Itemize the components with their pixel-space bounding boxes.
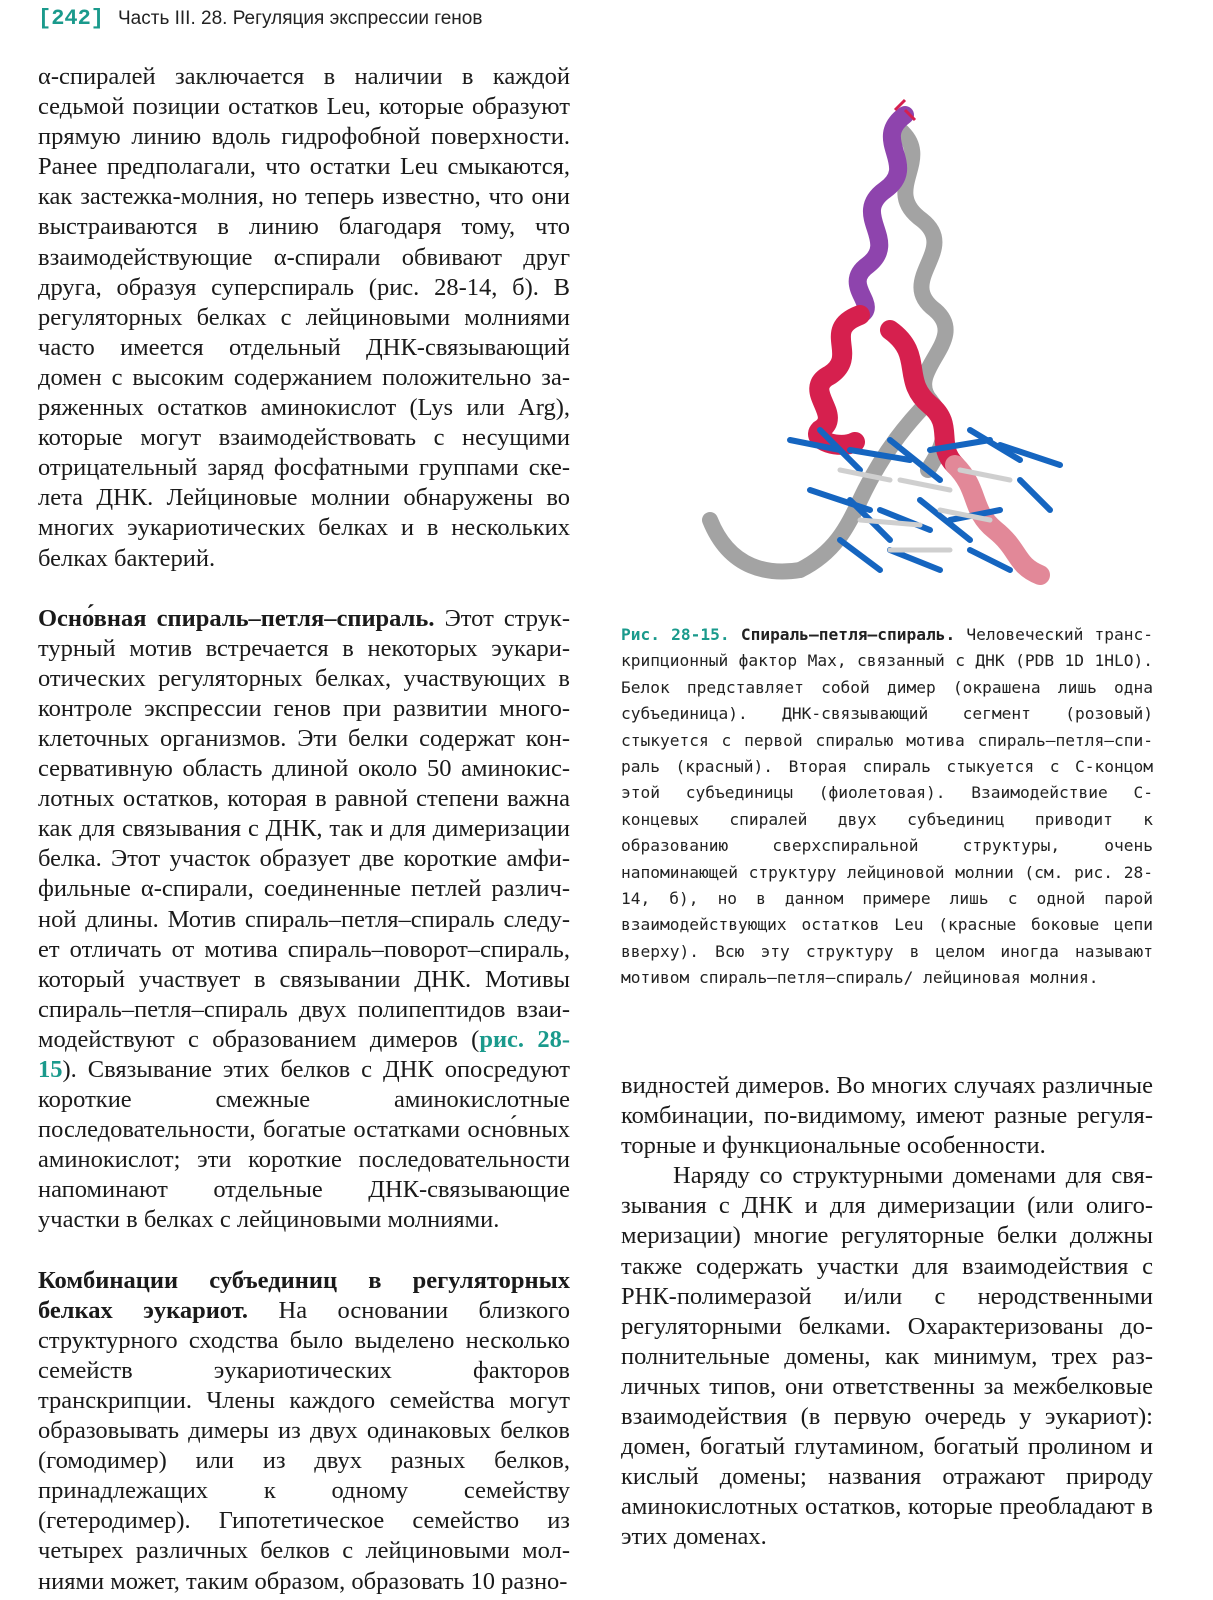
- hlh-body-end: ). Связывание этих белков с ДНК опосредуют короткие смежные аминокислотные последовательности, богатые остатками осно́вных аминокислот; эти короткие последовательности напоминают отдельные ДНК-связывающие участки в белках с лейциновыми молниями.: [38, 1056, 570, 1234]
- right-column: [621, 1071, 1153, 1553]
- section-heading-hlh: Осно́вная спираль–петля–спираль.: [38, 604, 435, 632]
- paragraph-dimer-variants: видностей димеров. Во многих случаях различные комбинации, по-видимому, имеют разные регуляторные и функциональные особенности.: [621, 1072, 1153, 1160]
- running-title: Часть III. 28. Регуляция экспрессии генов: [118, 8, 483, 29]
- figure-number: Рис. 28-15.: [621, 625, 730, 644]
- left-column: [38, 62, 570, 1597]
- figure-reference-link[interactable]: рис. 28-15: [38, 1025, 570, 1083]
- subunits-body: На основании близкого структурного сходства было выделено несколько семейств эукариотических факторов транскрипции. Члены каждого семейства могут образовывать димеры из двух одинаковых белков (гомодимер) или из двух разных белков, принадлежащих к одному семейству (гетеродимер). Гипотетическое семейство из четырех различных белков с лейциновыми молниями может, таким образом, образовать 10 разно-: [38, 1296, 570, 1595]
- paragraph-subunit-combinations: [38, 1266, 570, 1597]
- pink-dna-binding-segment: [955, 465, 1040, 575]
- hlh-body-start: Этот структурный мотив встречается в некоторых эукариотических регуляторных белках, участвующих в контроле экспрессии генов при развитии многоклеточных организмов. Эти белки содержат консервативную область длиной около 50 аминокислотных остатков, которая в равной степени важна как для связывания с ДНК, так и для димеризации белка. Этот участок образует две короткие амфифильные α-спирали, соединенные петлей различной длины. Мотив спираль–петля–спираль следует отличать от мотива спираль–поворот–спираль, который участвует в связывании ДНК. Мотивы спираль–петля–спираль двух полипептидов взаимодействуют с образованием димеров (: [38, 604, 570, 1053]
- page-header: [38, 6, 482, 36]
- purple-helix: [858, 115, 905, 315]
- paragraph-helix-loop-helix: [38, 604, 570, 1236]
- protein-structure-figure: [690, 70, 1090, 600]
- protein-dna-illustration: [690, 70, 1090, 600]
- figure-caption-text: Человеческий транскрипционный фактор Max, связанный с ДНК (PDB 1D 1HLO). Белок представляет собой димер (окрашена лишь одна субъединица). ДНК-связывающий сегмент (розовый) стыкуется с первой спиралью мотива спираль–петля–спираль (красный). Вторая спираль стыкуется с С-концом этой субъединицы (фиолетовая). Взаимодействие С-концевых спиралей двух субъединиц приводит к образованию сверхспиральной структуры, очень напоминающей структуру лейциновой молнии (см. рис. 28-14, б), но в данном примере лишь с одной парой взаимодействующих остатков Leu (красные боковые цепи вверху). Всю эту структуру в целом иногда называют мотивом спираль–петля–спираль/ лейциновая молния.: [621, 625, 1154, 988]
- figure-caption: [621, 622, 1153, 992]
- paragraph-interaction-domains: Наряду со структурными доменами для связывания с ДНК и для димеризации (или олигомеризации) многие регуляторные белки должны также содержать участки для взаимодействия с РНК-полимеразой и/или с неродственными регуляторными белками. Охарактеризованы дополнительные домены, как минимум, трех различных типов, они ответственны за межбелковые взаимодействия (в первую очередь у эукариот): домен, богатый глутамином, богатый пролином и кислый домены; названия отражают природу аминокислотных остатков, которые преобладают в этих доменах.: [621, 1162, 1153, 1551]
- paragraph-leucine-zipper: α-спиралей заключается в наличии в каждой седьмой позиции остатков Leu, которые образуют прямую линию вдоль гидрофобной поверхности. Ранее предполагали, что остатки Leu смыкаются, как застежка-молния, но теперь известно, что они выстраиваются в линию благодаря тому, что взаимодействующие α-спирали обвивают друг друга, образуя суперспираль (рис. 28-14, б). В регуляторных белках с лейциновыми молниями часто имеется отдельный ДНК-связывающий домен с высоким содержанием положительно заряженных остатков аминокислот (Lys или Arg), которые могут взаимодействовать с несущими отрицательный заряд фосфатными группами скелета ДНК. Лейциновые молнии обнаружены во многих эукариотических белках и в нескольких белках бактерий.: [38, 63, 570, 572]
- section-heading-subunits: Комбинации субъединиц в регуляторных белках эукариот.: [38, 1266, 570, 1324]
- page-number: [242]: [38, 6, 105, 31]
- figure-title: Спираль–петля–спираль.: [740, 625, 956, 644]
